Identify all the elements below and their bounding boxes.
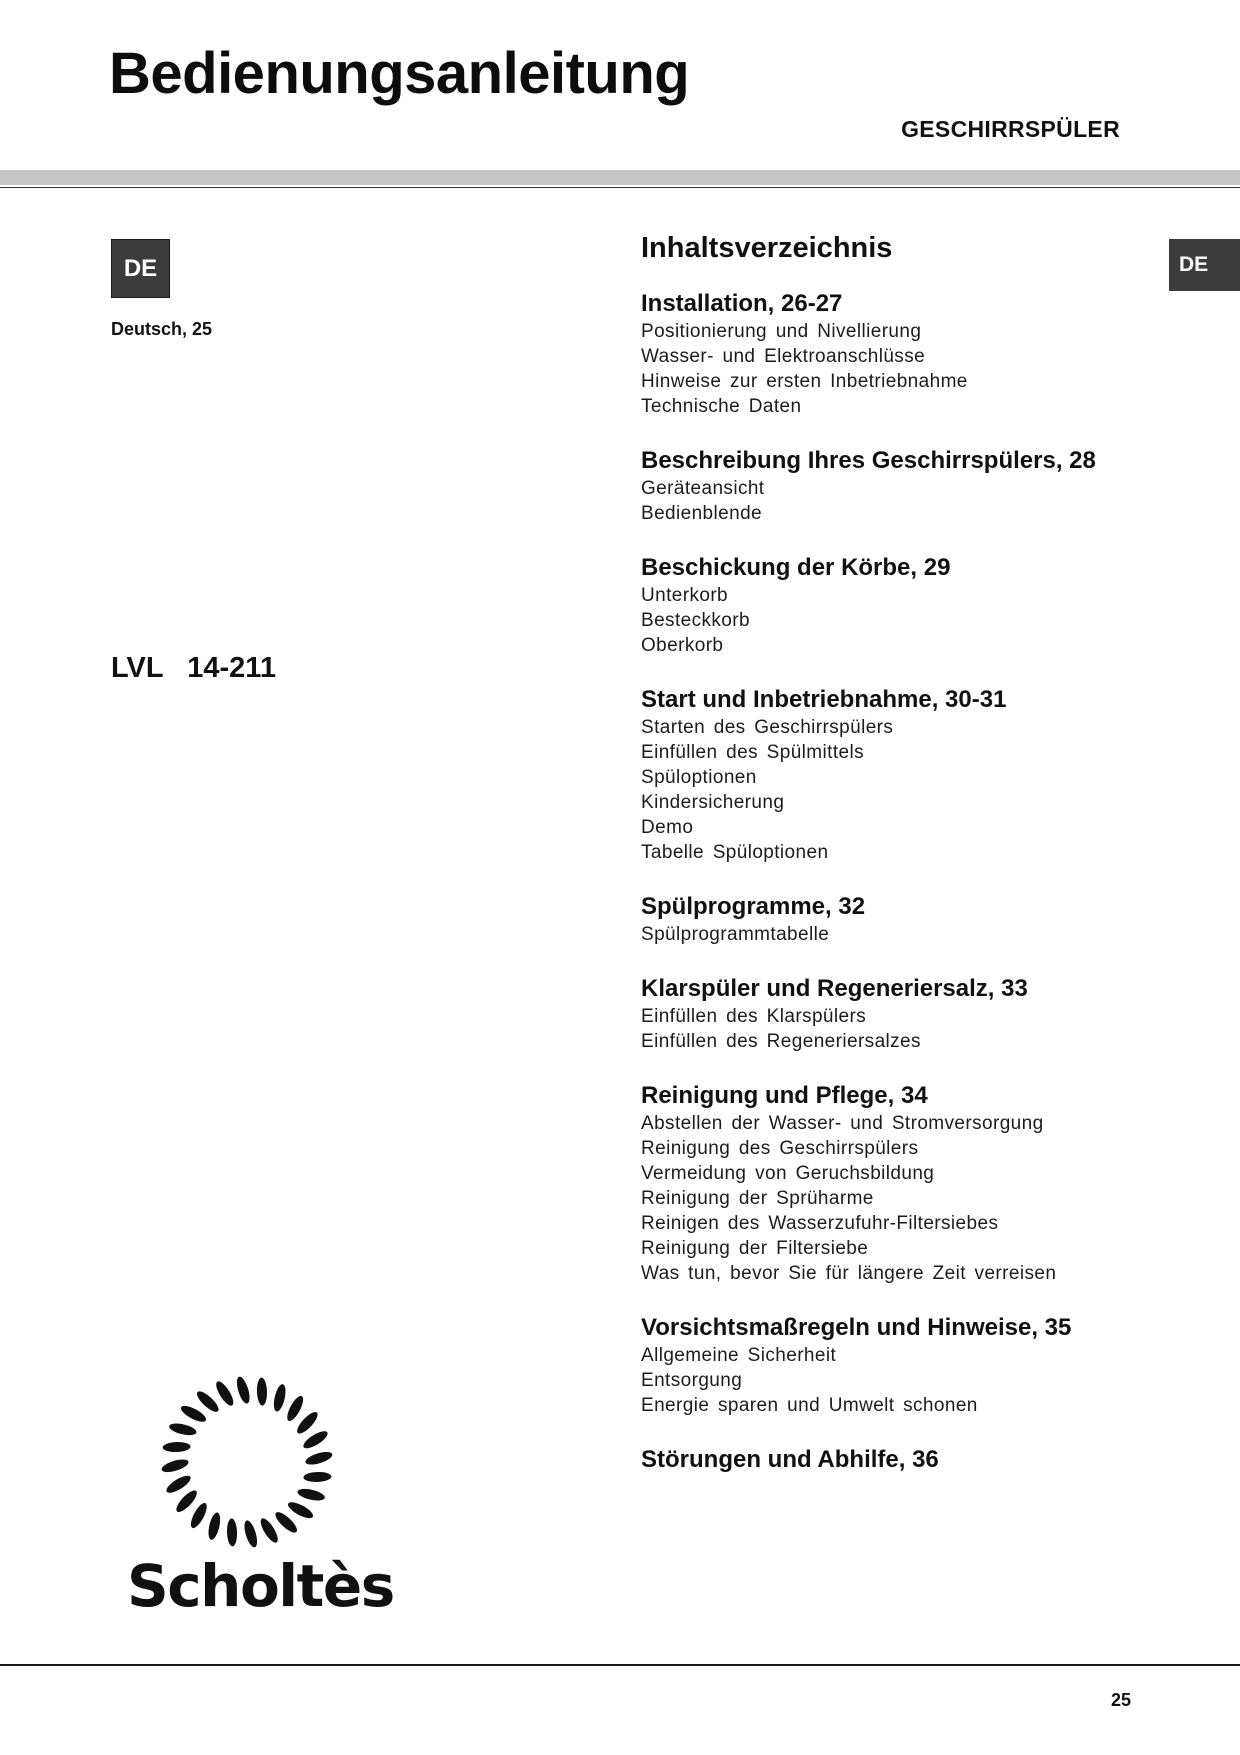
toc-item: Einfüllen des Klarspülers — [641, 1006, 867, 1027]
toc-item: Demo — [641, 817, 694, 838]
toc-item: Starten des Geschirrspülers — [641, 717, 894, 738]
toc-section-title: Beschickung der Körbe, 29 — [641, 554, 951, 581]
toc-item: Tabelle Spüloptionen — [641, 842, 829, 863]
toc-section — [641, 685, 1161, 865]
header-divider-bar — [0, 170, 1240, 185]
toc-item: Unterkorb — [641, 585, 729, 606]
sun-petal — [304, 1449, 334, 1467]
toc-item: Reinigung des Geschirrspülers — [641, 1138, 919, 1159]
toc-section — [641, 1313, 1161, 1418]
sun-petal — [188, 1501, 210, 1530]
toc-section-title: Reinigung und Pflege, 34 — [641, 1082, 928, 1109]
toc-item: Einfüllen des Regeneriersalzes — [641, 1031, 921, 1052]
toc-item: Vermeidung von Geruchsbildung — [641, 1163, 935, 1184]
language-side-tab: DE — [1169, 239, 1240, 291]
toc-section-title: Klarspüler und Regeneriersalz, 33 — [641, 975, 1028, 1002]
toc-section-title: Vorsichtsmaßregeln und Hinweise, 35 — [641, 1314, 1072, 1341]
sun-petal — [234, 1375, 252, 1405]
footer-divider — [0, 1664, 1240, 1666]
sun-petal — [296, 1487, 326, 1503]
sun-petal — [272, 1383, 288, 1413]
language-badge: DE — [111, 239, 170, 298]
toc-item: Reinigen des Wasserzufuhr-Filtersiebes — [641, 1213, 999, 1234]
sun-petal — [160, 1457, 190, 1475]
toc-section — [641, 553, 1161, 658]
toc-section — [641, 289, 1161, 419]
sun-petal — [213, 1379, 236, 1408]
toc-item: Spüloptionen — [641, 767, 757, 788]
toc-section — [641, 892, 1161, 947]
toc-heading: Inhaltsverzeichnis — [641, 232, 893, 264]
sun-petal — [162, 1442, 190, 1453]
toc-item: Reinigung der Sprüharme — [641, 1188, 874, 1209]
toc-item: Was tun, bevor Sie für längere Zeit verreisen — [641, 1263, 1057, 1284]
model-number: LVL 14-211 — [111, 652, 276, 684]
sun-petal — [168, 1421, 198, 1437]
toc-section-title: Start und Inbetriebnahme, 30-31 — [641, 686, 1007, 713]
toc-section — [641, 1081, 1161, 1286]
sun-petal — [227, 1518, 238, 1546]
toc-item: Reinigung der Filtersiebe — [641, 1238, 869, 1259]
brand-logo — [127, 1372, 394, 1622]
toc-item: Einfüllen des Spülmittels — [641, 742, 864, 763]
toc-section-title: Spülprogramme, 32 — [641, 893, 866, 920]
toc-section-title: Installation, 26-27 — [641, 290, 843, 317]
sun-petal — [242, 1519, 260, 1549]
toc-item: Oberkorb — [641, 635, 724, 656]
table-of-contents — [641, 229, 1161, 1502]
toc-item: Entsorgung — [641, 1370, 743, 1391]
product-category: GESCHIRRSPÜLER — [901, 116, 1120, 142]
header-divider-line — [0, 187, 1240, 188]
toc-item: Besteckkorb — [641, 610, 750, 631]
toc-section-title: Störungen und Abhilfe, 36 — [641, 1446, 939, 1473]
toc-item: Positionierung und Nivellierung — [641, 321, 922, 342]
toc-item: Spülprogrammtabelle — [641, 924, 830, 945]
toc-section — [641, 446, 1161, 526]
page-number: 25 — [1110, 1690, 1131, 1710]
sun-logo-icon — [157, 1372, 337, 1552]
sun-petal — [179, 1403, 208, 1425]
toc-item: Geräteansicht — [641, 478, 765, 499]
toc-section-title: Beschreibung Ihres Geschirrspülers, 28 — [641, 447, 1096, 474]
sun-petal — [258, 1516, 281, 1545]
sun-petal — [206, 1511, 222, 1541]
brand-name: Scholtès — [127, 1552, 394, 1620]
sun-petal — [164, 1473, 193, 1496]
sun-petal — [256, 1377, 267, 1405]
toc-item: Kindersicherung — [641, 792, 785, 813]
toc-item: Wasser- und Elektroanschlüsse — [641, 346, 926, 367]
sun-petal — [286, 1499, 315, 1521]
toc-item: Bedienblende — [641, 503, 763, 524]
language-page-ref: Deutsch, 25 — [111, 319, 213, 339]
toc-section — [641, 974, 1161, 1054]
toc-item: Allgemeine Sicherheit — [641, 1345, 837, 1366]
document-title: Bedienungsanleitung — [109, 41, 690, 106]
toc-section — [641, 1445, 1161, 1475]
toc-item: Technische Daten — [641, 396, 802, 417]
sun-petal — [284, 1394, 306, 1423]
sun-petal — [303, 1471, 331, 1482]
toc-item: Abstellen der Wasser- und Stromversorgung — [641, 1113, 1044, 1134]
toc-item: Energie sparen und Umwelt schonen — [641, 1395, 978, 1416]
sun-petal — [301, 1428, 330, 1451]
toc-item: Hinweise zur ersten Inbetriebnahme — [641, 371, 968, 392]
toc-sections — [641, 289, 1161, 1475]
